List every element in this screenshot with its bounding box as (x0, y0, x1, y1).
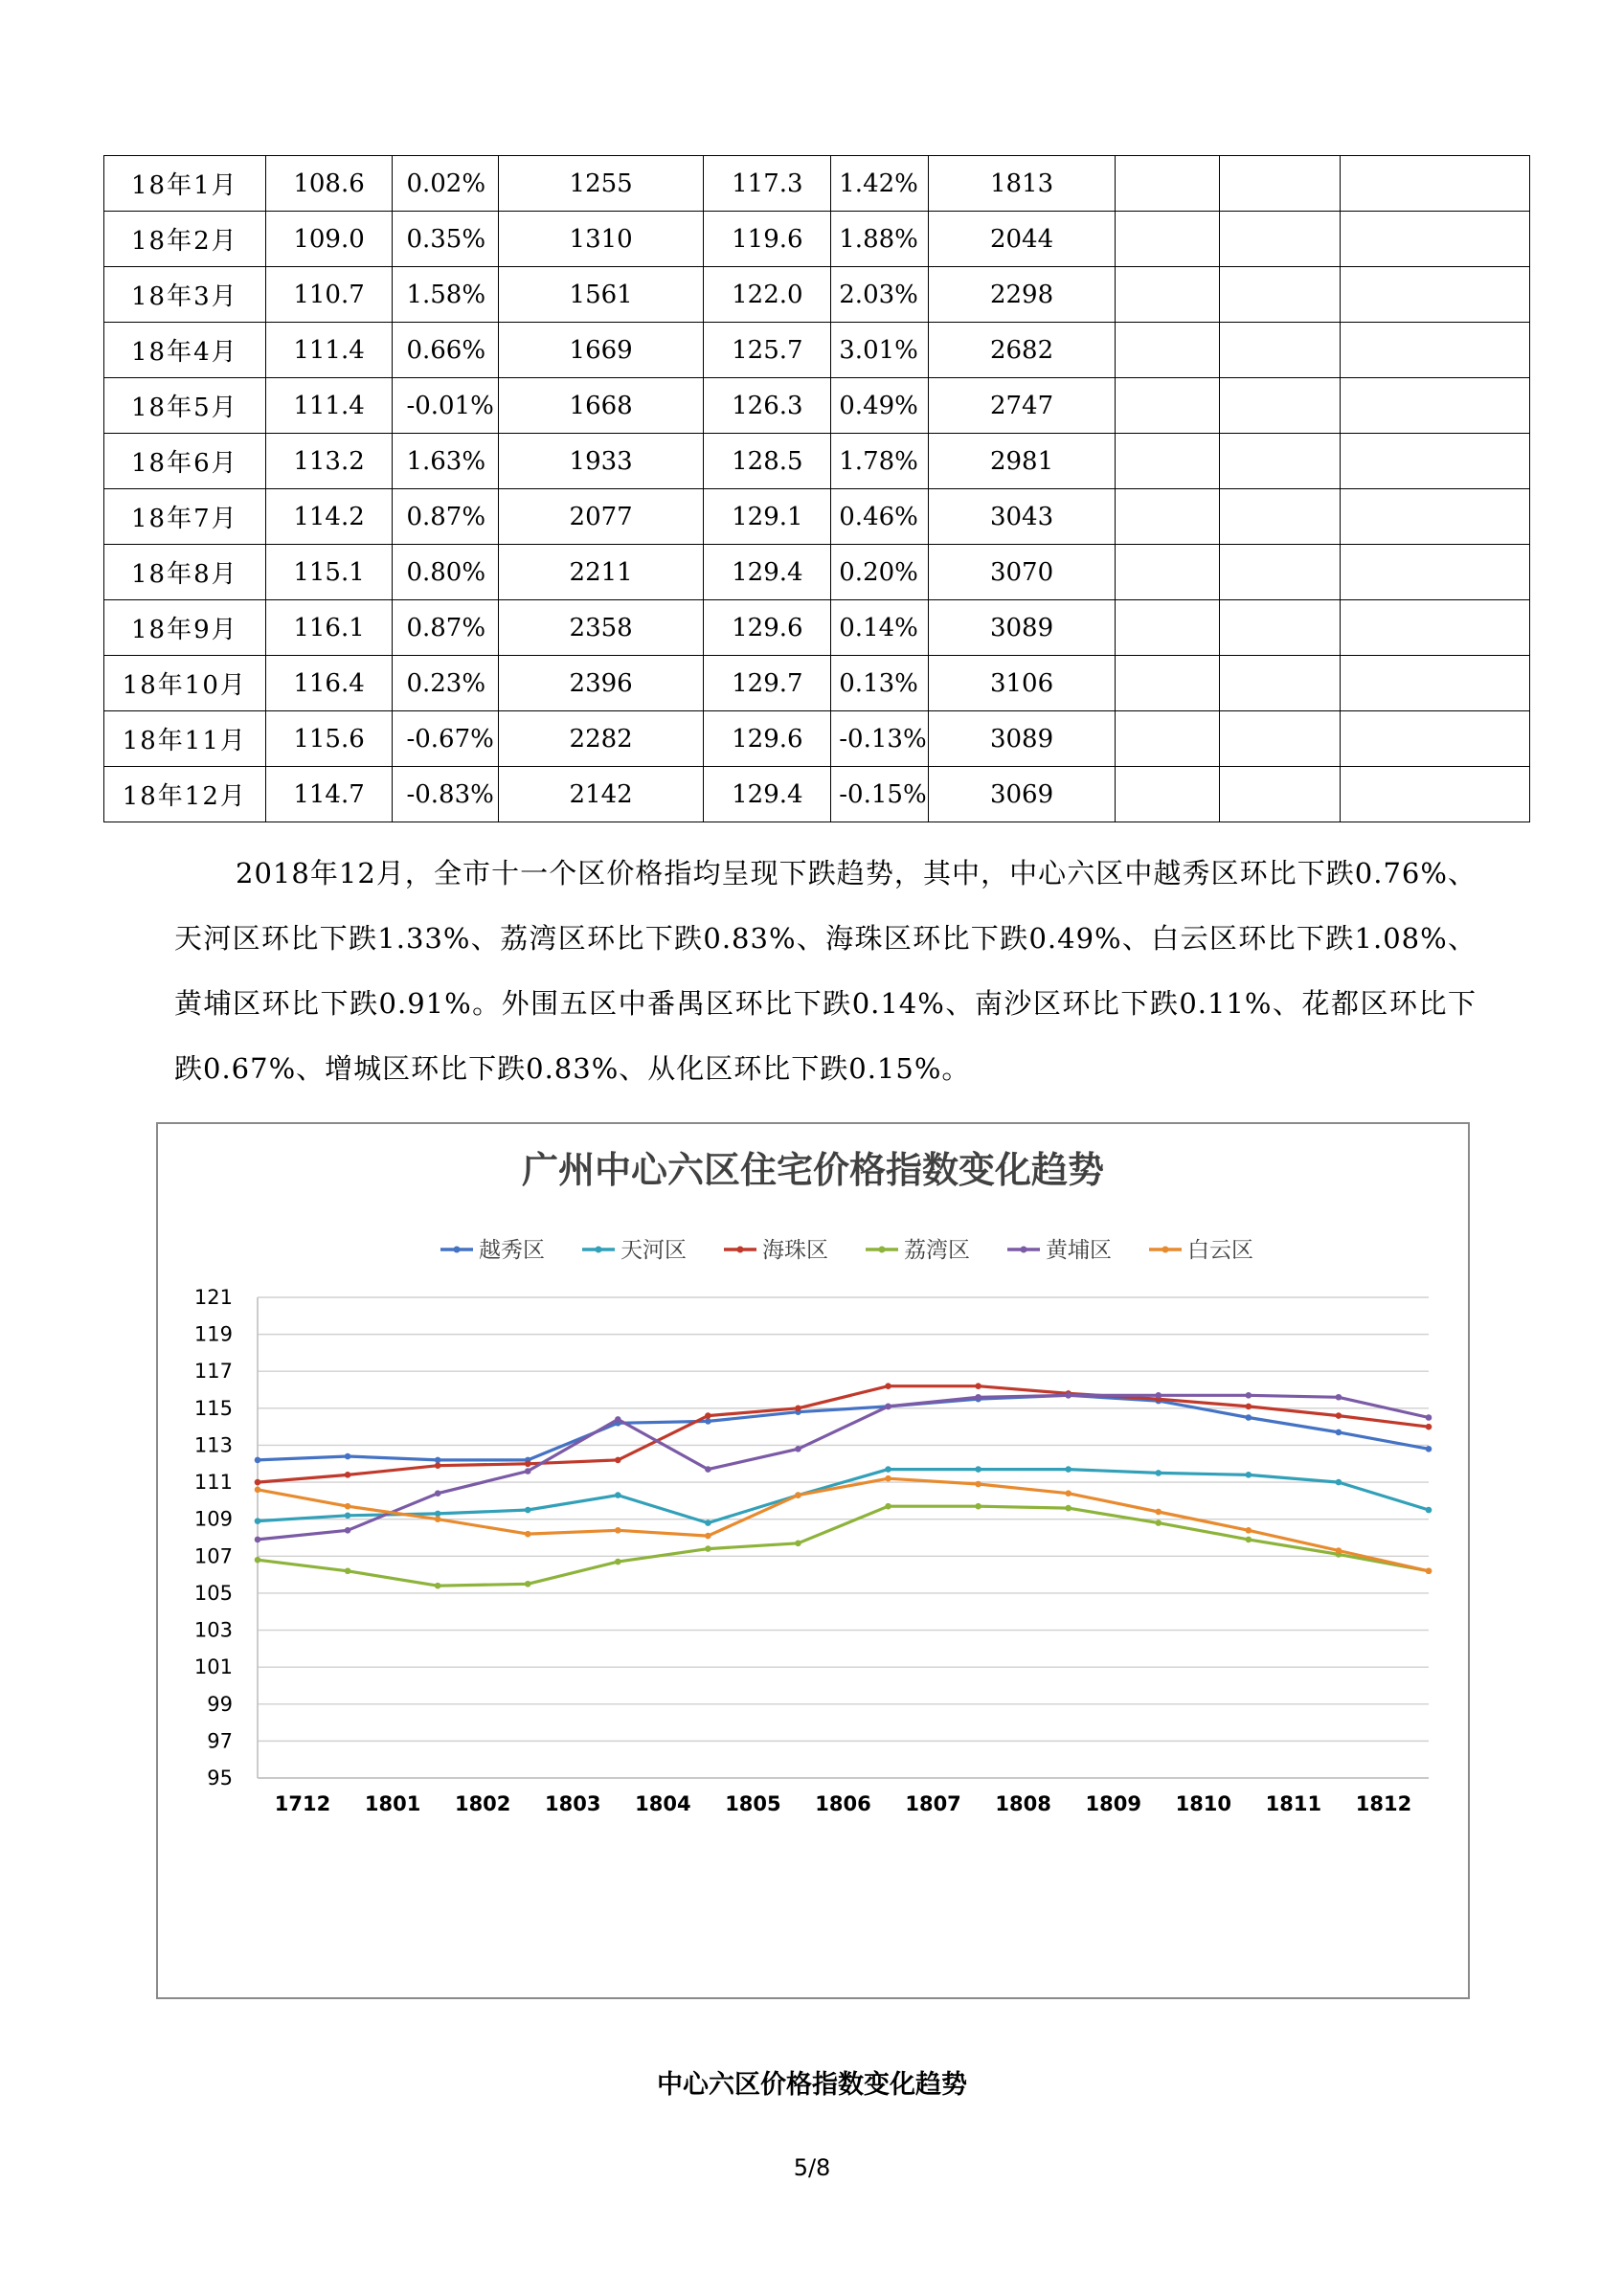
data-point (1336, 1412, 1342, 1419)
data-point (525, 1531, 531, 1538)
table-cell (1115, 767, 1219, 822)
table-cell (1115, 545, 1219, 600)
table-cell: 18年12月 (104, 767, 266, 822)
table-cell: 108.6 (265, 156, 393, 212)
table-cell: 3.01% (831, 323, 929, 378)
data-point (345, 1567, 351, 1574)
legend-marker (1021, 1247, 1027, 1253)
data-point (975, 1481, 981, 1488)
table-cell: 2142 (498, 767, 704, 822)
data-point (1426, 1446, 1432, 1452)
data-point (885, 1383, 891, 1389)
table-cell: 18年4月 (104, 323, 266, 378)
table-cell: 18年1月 (104, 156, 266, 212)
data-point (1426, 1567, 1432, 1574)
table-row (104, 711, 1530, 767)
data-point (1246, 1527, 1252, 1534)
data-point (1155, 1509, 1162, 1516)
page-number: 5/8 (793, 2154, 831, 2181)
data-point (1336, 1479, 1342, 1486)
x-tick-label: 1812 (1355, 1792, 1412, 1815)
table-cell: 1813 (929, 156, 1115, 212)
table-cell: 2298 (929, 267, 1115, 323)
data-point (795, 1540, 801, 1546)
data-point (615, 1457, 621, 1464)
table-row (104, 323, 1530, 378)
table-cell: 18年11月 (104, 711, 266, 767)
table-cell (1219, 378, 1340, 434)
data-point (255, 1457, 261, 1464)
data-point (345, 1527, 351, 1534)
table-cell: 3069 (929, 767, 1115, 822)
table-cell (1219, 656, 1340, 711)
data-point (615, 1416, 621, 1423)
table-cell: 0.14% (831, 600, 929, 656)
table-cell: 3089 (929, 600, 1115, 656)
table-cell (1219, 711, 1340, 767)
legend-marker (454, 1247, 461, 1253)
legend-marker (879, 1247, 886, 1253)
table-cell (1340, 212, 1529, 267)
table-cell (1340, 378, 1529, 434)
data-point (705, 1533, 711, 1540)
y-tick-label: 121 (193, 1286, 233, 1309)
data-point (435, 1516, 441, 1522)
table-cell: -0.83% (393, 767, 498, 822)
chart-frame (156, 1122, 1470, 1999)
data-point (975, 1394, 981, 1401)
table-cell: 115.6 (265, 711, 393, 767)
table-cell: 2211 (498, 545, 704, 600)
table-cell: 128.5 (704, 434, 831, 489)
line-chart (158, 1124, 1468, 1997)
x-tick-label: 1808 (995, 1792, 1051, 1815)
table-cell: 1669 (498, 323, 704, 378)
data-point (1426, 1414, 1432, 1421)
table-cell: -0.67% (393, 711, 498, 767)
x-tick-label: 1806 (815, 1792, 871, 1815)
table-cell: 126.3 (704, 378, 831, 434)
table-cell: 3070 (929, 545, 1115, 600)
table-cell: 1310 (498, 212, 704, 267)
data-point (435, 1462, 441, 1469)
table-cell: 125.7 (704, 323, 831, 378)
table-cell (1115, 434, 1219, 489)
table-cell: 1933 (498, 434, 704, 489)
x-tick-label: 1801 (364, 1792, 421, 1815)
table-cell: 2044 (929, 212, 1115, 267)
table-cell: 117.3 (704, 156, 831, 212)
table-cell: 129.4 (704, 767, 831, 822)
table-cell (1219, 434, 1340, 489)
table-cell: 2358 (498, 600, 704, 656)
table-cell: 129.6 (704, 711, 831, 767)
y-tick-label: 105 (193, 1581, 233, 1605)
table-cell: 119.6 (704, 212, 831, 267)
legend-label: 海珠区 (762, 1238, 828, 1263)
chart-title: 广州中心六区住宅价格指数变化趋势 (521, 1149, 1105, 1191)
table-cell (1115, 600, 1219, 656)
table-cell: 1.58% (393, 267, 498, 323)
data-point (885, 1503, 891, 1510)
data-point (885, 1466, 891, 1473)
legend-marker (596, 1247, 602, 1253)
table-row (104, 767, 1530, 822)
data-point (1065, 1392, 1071, 1399)
data-point (795, 1406, 801, 1412)
data-point (1336, 1547, 1342, 1554)
table-cell: 2396 (498, 656, 704, 711)
table-cell (1219, 267, 1340, 323)
data-point (1065, 1505, 1071, 1512)
y-tick-label: 95 (207, 1767, 233, 1790)
table-cell: 18年8月 (104, 545, 266, 600)
legend-label: 荔湾区 (904, 1238, 970, 1263)
table-cell: 122.0 (704, 267, 831, 323)
table-cell: -0.13% (831, 711, 929, 767)
summary-paragraph: 2018年12月，全市十一个区价格指均呈现下跌趋势，其中，中心六区中越秀区环比下跌0.76%、天河区环比下跌1.33%、荔湾区环比下跌0.83%、海珠区环比下跌0.49%、白云区环比下跌1.08%、黄埔区环比下跌0.91%。外围五区中番禺区环比下跌0.14%、南沙区环比下跌0.11%、花都区环比下跌0.67%、增城区环比下跌0.83%、从化区环比下跌0.15%。 (174, 857, 1477, 1085)
table-cell (1219, 489, 1340, 545)
table-cell: 0.80% (393, 545, 498, 600)
data-point (705, 1466, 711, 1473)
table-cell (1115, 489, 1219, 545)
table-cell: 2981 (929, 434, 1115, 489)
table-cell: 113.2 (265, 434, 393, 489)
table-cell: 1.63% (393, 434, 498, 489)
table-cell: 1668 (498, 378, 704, 434)
y-tick-label: 115 (193, 1396, 233, 1420)
table-cell: 18年6月 (104, 434, 266, 489)
table-cell: 18年2月 (104, 212, 266, 267)
table-row (104, 378, 1530, 434)
table-cell: 111.4 (265, 323, 393, 378)
table-cell: 114.7 (265, 767, 393, 822)
table-cell: 129.6 (704, 600, 831, 656)
table-cell (1115, 323, 1219, 378)
y-tick-label: 99 (207, 1692, 233, 1716)
table-row (104, 267, 1530, 323)
data-point (435, 1583, 441, 1589)
table-cell: 18年10月 (104, 656, 266, 711)
y-tick-label: 109 (193, 1507, 233, 1531)
table-cell: 114.2 (265, 489, 393, 545)
table-cell: 18年3月 (104, 267, 266, 323)
table-cell (1340, 323, 1529, 378)
table-cell: 18年7月 (104, 489, 266, 545)
data-point (345, 1513, 351, 1519)
legend-marker (737, 1247, 744, 1253)
data-point (975, 1466, 981, 1473)
table-cell (1340, 600, 1529, 656)
table-row (104, 212, 1530, 267)
table-cell: 2747 (929, 378, 1115, 434)
table-cell: -0.15% (831, 767, 929, 822)
legend-marker (1162, 1247, 1169, 1253)
series-line (258, 1386, 1429, 1482)
legend-label: 黄埔区 (1046, 1238, 1112, 1263)
table-cell: 2682 (929, 323, 1115, 378)
data-point (1065, 1490, 1071, 1497)
table-row (104, 656, 1530, 711)
y-tick-label: 119 (193, 1322, 233, 1346)
table-cell: 3043 (929, 489, 1115, 545)
table-cell (1115, 267, 1219, 323)
x-tick-label: 1712 (274, 1792, 331, 1815)
data-point (705, 1545, 711, 1552)
data-point (525, 1507, 531, 1514)
legend-label: 越秀区 (479, 1238, 545, 1263)
table-row (104, 545, 1530, 600)
data-point (435, 1511, 441, 1518)
x-tick-label: 1809 (1085, 1792, 1141, 1815)
x-tick-label: 1803 (545, 1792, 601, 1815)
data-point (345, 1472, 351, 1478)
x-tick-label: 1805 (725, 1792, 781, 1815)
table-row (104, 489, 1530, 545)
table-cell: 0.35% (393, 212, 498, 267)
table-cell: 1.88% (831, 212, 929, 267)
table-cell: 129.7 (704, 656, 831, 711)
data-point (1246, 1472, 1252, 1478)
table-cell: 0.23% (393, 656, 498, 711)
table-cell: 0.13% (831, 656, 929, 711)
data-point (705, 1418, 711, 1425)
table-cell (1340, 434, 1529, 489)
table-cell: 116.1 (265, 600, 393, 656)
data-point (795, 1492, 801, 1498)
data-point (1336, 1394, 1342, 1401)
table-cell: -0.01% (393, 378, 498, 434)
table-cell (1115, 212, 1219, 267)
y-tick-label: 111 (193, 1471, 233, 1495)
table-cell: 0.87% (393, 489, 498, 545)
table-cell (1219, 323, 1340, 378)
table-cell: 0.46% (831, 489, 929, 545)
data-point (1246, 1392, 1252, 1399)
x-tick-label: 1810 (1175, 1792, 1232, 1815)
table-row (104, 434, 1530, 489)
table-cell: 116.4 (265, 656, 393, 711)
y-tick-label: 117 (193, 1360, 233, 1384)
table-cell: 0.49% (831, 378, 929, 434)
table-cell (1115, 378, 1219, 434)
table-cell: 0.20% (831, 545, 929, 600)
x-tick-label: 1807 (905, 1792, 961, 1815)
data-point (435, 1457, 441, 1464)
x-tick-label: 1802 (454, 1792, 511, 1815)
table-cell: 1255 (498, 156, 704, 212)
table-cell (1219, 212, 1340, 267)
table-cell (1340, 767, 1529, 822)
data-point (1246, 1537, 1252, 1543)
table-cell (1340, 711, 1529, 767)
table-cell (1340, 656, 1529, 711)
data-point (615, 1527, 621, 1534)
data-point (525, 1460, 531, 1467)
data-point (255, 1518, 261, 1524)
table-cell (1115, 156, 1219, 212)
table-cell: 3089 (929, 711, 1115, 767)
table-cell: 18年5月 (104, 378, 266, 434)
y-tick-label: 113 (193, 1433, 233, 1457)
table-cell: 110.7 (265, 267, 393, 323)
data-point (885, 1475, 891, 1482)
data-point (975, 1503, 981, 1510)
table-row (104, 600, 1530, 656)
data-point (615, 1559, 621, 1565)
data-point (345, 1453, 351, 1460)
x-tick-label: 1804 (635, 1792, 691, 1815)
data-point (795, 1446, 801, 1452)
data-point (615, 1492, 621, 1498)
data-point (1155, 1392, 1162, 1399)
table-cell: 129.1 (704, 489, 831, 545)
y-tick-label: 107 (193, 1544, 233, 1568)
legend-label: 天河区 (620, 1238, 687, 1263)
data-point (1336, 1429, 1342, 1436)
table-row (104, 156, 1530, 212)
table-cell (1219, 767, 1340, 822)
table-cell (1340, 489, 1529, 545)
table-cell: 0.87% (393, 600, 498, 656)
data-point (345, 1503, 351, 1510)
data-point (885, 1404, 891, 1410)
data-point (1426, 1424, 1432, 1430)
table-cell: 109.0 (265, 212, 393, 267)
table-cell: 0.66% (393, 323, 498, 378)
data-point (525, 1468, 531, 1474)
data-point (255, 1487, 261, 1494)
table-cell (1219, 156, 1340, 212)
table-cell: 111.4 (265, 378, 393, 434)
data-point (1065, 1466, 1071, 1473)
table-cell: 3106 (929, 656, 1115, 711)
data-point (1155, 1470, 1162, 1476)
table-cell: 1561 (498, 267, 704, 323)
table-cell (1219, 545, 1340, 600)
data-point (1155, 1519, 1162, 1526)
table-cell (1340, 545, 1529, 600)
y-tick-label: 103 (193, 1618, 233, 1642)
data-point (255, 1537, 261, 1543)
data-point (1246, 1404, 1252, 1410)
table-cell: 129.4 (704, 545, 831, 600)
data-point (255, 1557, 261, 1564)
y-tick-label: 97 (207, 1729, 233, 1753)
data-point (525, 1581, 531, 1587)
x-tick-label: 1811 (1265, 1792, 1322, 1815)
price-index-table (103, 155, 1530, 822)
legend-label: 白云区 (1187, 1238, 1253, 1263)
table-cell: 2.03% (831, 267, 929, 323)
y-tick-label: 101 (193, 1655, 233, 1679)
table-cell: 1.42% (831, 156, 929, 212)
data-point (975, 1383, 981, 1389)
table-cell (1340, 156, 1529, 212)
table-cell (1340, 267, 1529, 323)
table-cell (1115, 711, 1219, 767)
table-cell: 0.02% (393, 156, 498, 212)
data-point (705, 1519, 711, 1526)
table-cell: 115.1 (265, 545, 393, 600)
table-cell (1115, 656, 1219, 711)
table-cell: 2282 (498, 711, 704, 767)
table-cell: 2077 (498, 489, 704, 545)
figure-caption: 中心六区价格指数变化趋势 (657, 2070, 967, 2100)
data-point (705, 1412, 711, 1419)
data-point (1246, 1414, 1252, 1421)
table-cell: 18年9月 (104, 600, 266, 656)
table-cell: 1.78% (831, 434, 929, 489)
data-point (255, 1479, 261, 1486)
data-point (1426, 1507, 1432, 1514)
table-cell (1219, 600, 1340, 656)
data-point (435, 1490, 441, 1497)
